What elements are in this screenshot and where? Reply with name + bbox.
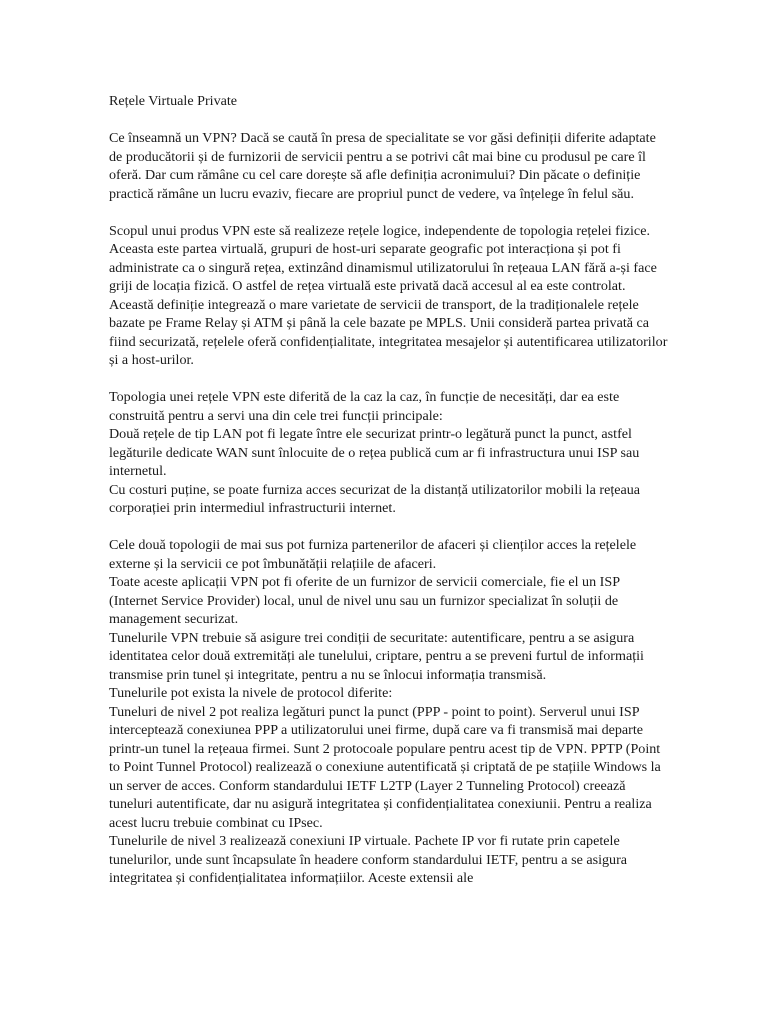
paragraph-layer2-tunnels: Tuneluri de nivel 2 pot realiza legături punct la punct (PPP - point to point). Serverul unui ISP interceptează conexiunea PPP a utilizatorului unei firme, după care va fi transmisă mai departe printr-un tunel la rețeaua firmei. Sunt 2 protocoale populare pentru acest tip de VPN. PPTP (Point to Point Tunnel Protocol) realizează o conexiune autentificată și criptată de pe stațiile Windows la un server de acces. Conform standardului IETF L2TP (Layer 2 Tunneling Protocol) creează tuneluri autentificate, dar nu asigură integritatea și confidențialitatea conexiunii. Pentru a realiza acest lucru trebuie combinat cu IPsec. (109, 703, 661, 831)
paragraph-spacer (109, 203, 669, 222)
paragraph-providers: Toate aceste aplicații VPN pot fi oferite de un furnizor de servicii comerciale, fie el un ISP (Internet Service Provider) local, unul de nivel unu sau un furnizor specializat în soluții de management securizat. (109, 574, 620, 627)
paragraph-remote-access: Cu costuri puține, se poate furniza acces securizat de la distanță utilizatorilor mobili la rețeaua corporației prin intermediul infrastructurii internet. (109, 481, 641, 516)
paragraph-topology-intro: Topologia unei rețele VPN este diferită de la caz la caz, în funcție de necesități, dar ea este construită pentru a servi una din cele trei funcții principale: (109, 389, 620, 424)
paragraph-vpn-definition: Ce înseamnă un VPN? Dacă se caută în presa de specialitate se vor găsi definiții diferite adaptate de producătorii și de furnizorii de servicii pentru a se potrivi cât mai bine cu produsul pe care îl oferă. Dar cum rămâne cu cel care dorește să afle definiția acronimului? Din păcate o definiție practică rămâne un lucru evaziv, fiecare are propriul punct de vedere, va înțelege în felul său. (109, 130, 656, 202)
paragraph-vpn-purpose: Scopul unui produs VPN este să realizeze rețele logice, independente de topologia rețelei fizice. Aceasta este partea virtuală, grupuri de host-uri separate geografic pot interacționa și pot fi administrate ca o singură rețea, extinzând dinamismul utilizatorului în rețeaua LAN fără a-și face griji de locația fizică. O astfel de rețea virtuală este privată dacă accesul al ea este controlat. Această definiție integrează o mare varietate de servicii de transport, de la tradiționalele rețele bazate pe Frame Relay și ATM și până la cele bazate pe MPLS. Unii consideră partea privată ca fiind securizată, rețelele oferă confidențialitate, integritatea mesajelor și autentificarea utilizatorilor și a host-urilor. (109, 222, 668, 368)
document-body (109, 92, 669, 888)
paragraph-extranet: Cele două topologii de mai sus pot furniza partenerilor de afaceri și clienților acces la rețelele externe și la servicii ce pot îmbunătății relațiile de afaceri. (109, 537, 637, 572)
document-title: Rețele Virtuale Private (109, 93, 238, 109)
paragraph-layer3-tunnels: Tunelurile de nivel 3 realizează conexiuni IP virtuale. Pachete IP vor fi rutate prin capetele tunelurilor, unde sunt încapsulate în headere conform standardului IETF, pentru a se asigura integritatea și confidențialitatea informațiilor. Aceste extensii ale (109, 833, 628, 886)
paragraph-lan-to-lan: Două rețele de tip LAN pot fi legate între ele securizat printr-o legătură punct la punct, astfel legăturile dedicate WAN sunt înlocuite de o rețea publică cum ar fi infrastructura unui ISP sau internetul. (109, 426, 640, 479)
paragraph-spacer (109, 370, 669, 389)
paragraph-spacer (109, 518, 669, 537)
paragraph-security-conditions: Tunelurile VPN trebuie să asigure trei condiții de securitate: autentificare, pentru a se asigura identitatea celor două extremități ale tunelului, criptare, pentru a se preveni furtul de informații transmise prin tunel și integritate, pentru a nu se înlocui informația transmisă. (109, 629, 644, 683)
paragraph-protocol-levels: Tunelurile pot exista la nivele de protocol diferite: (109, 685, 393, 701)
